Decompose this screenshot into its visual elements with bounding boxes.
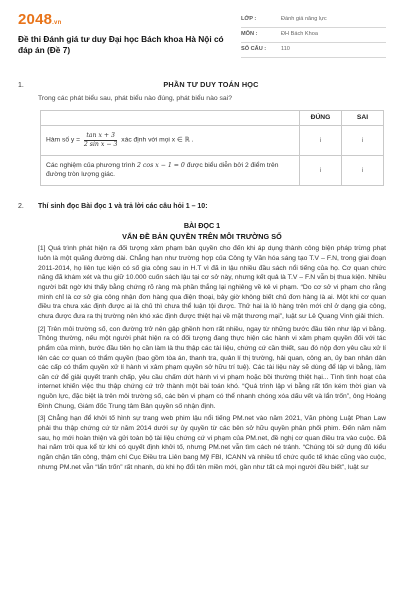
statement-prefix: Các nghiệm của phương trình bbox=[46, 161, 136, 169]
table-header-row bbox=[41, 110, 384, 125]
meta-row-subject bbox=[241, 28, 386, 43]
section-number: 1. bbox=[18, 82, 24, 89]
radio-icon: i bbox=[361, 137, 364, 144]
logo-suffix: .vn bbox=[52, 20, 62, 26]
true-option[interactable] bbox=[300, 155, 342, 185]
reading-subtitle: VẤN ĐỀ BẢN QUYỀN TRÊN MÔI TRƯỜNG SỐ bbox=[122, 231, 282, 241]
math-fraction bbox=[84, 132, 118, 148]
reading-title: BÀI ĐỌC 1 bbox=[183, 221, 221, 231]
statement-cell bbox=[41, 155, 300, 185]
meta-value: ĐH Bách Khoa bbox=[281, 31, 319, 38]
page-header bbox=[18, 10, 386, 72]
section-instructions: Trong các phát biểu sau, phát biểu nào đúng, phát biểu nào sai? bbox=[38, 95, 232, 103]
radio-icon: i bbox=[319, 167, 322, 174]
document-title: Đề thi Đánh giá tư duy Đại học Bách khoa Hà Nội có đáp án (Đề 7) bbox=[18, 34, 224, 56]
statement-cell bbox=[41, 125, 300, 155]
fraction-denominator: 2 sin x − 3 bbox=[83, 140, 118, 148]
meta-key: SỐ CÂU : bbox=[241, 46, 267, 53]
question-section-2 bbox=[18, 202, 386, 473]
question-section-1 bbox=[18, 80, 386, 186]
meta-row-question-count bbox=[241, 43, 386, 58]
false-option[interactable] bbox=[342, 125, 384, 155]
section-title: PHẦN TƯ DUY TOÁN HỌC bbox=[163, 80, 259, 89]
header-left bbox=[18, 10, 238, 56]
meta-value: Đánh giá năng lực bbox=[281, 16, 327, 23]
meta-key: LỚP : bbox=[241, 16, 257, 23]
false-column-header: SAI bbox=[342, 110, 384, 125]
statement-suffix: xác định với mọi x ∈ ℝ . bbox=[121, 136, 194, 144]
math-equation: 2 cos x − 1 = 0 bbox=[137, 161, 185, 169]
true-column-header: ĐÚNG bbox=[300, 110, 342, 125]
statement-prefix: Hàm số y = bbox=[46, 136, 81, 144]
section-title: Thí sinh đọc Bài đọc 1 và trả lời các câu hỏi 1 – 10: bbox=[38, 202, 208, 210]
meta-key: MÔN : bbox=[241, 31, 258, 38]
radio-icon: i bbox=[361, 167, 364, 174]
exam-meta bbox=[241, 13, 386, 58]
statement-suffix: được biểu diễn bởi 2 điểm trên đường tròn lượng giác. bbox=[46, 161, 279, 179]
reading-paragraph: [3] Chẳng hạn để khởi tố hình sự trang web phim lậu nổi tiếng PM.net vào năm 2021, Văn phòng Luật Phan Law phải thu thập chứng cứ từ năm 2014 dưới sự ủy quyền từ các bên sở hữu quyền phân phối phim. Đến năm năm sau, họ mới hoàn thiện và gửi toàn bộ tài liệu chứng cứ vi phạm của PM.net, đề nghị cơ quan điều tra vào cuộc. Đã hai năm trôi qua kể từ khi có quyết định khởi tố, nhưng PM.net vẫn tìm cách né tránh. “Chúng tôi sử dụng đủ kiểu ngăn chặn tấn công, thậm chí Cục Điều tra Liên bang Mỹ FBI, ICANN và nhiều tổ chức quốc tế khác cũng vào cuộc, nhưng PM.net vẫn “lẩn trốn” rất nhanh, dù khi họ đổi tên miền mới, gần như tất cả mọi người đều biết”, luật sư bbox=[38, 415, 386, 471]
section-number: 2. bbox=[18, 202, 24, 210]
radio-icon: i bbox=[319, 137, 322, 144]
reading-paragraph: [2] Trên môi trường số, con đường trở nên gập ghềnh hơn rất nhiều, ngay từ những bước đầu tiên như lập vi bằng. Thông thường, nếu một người phát hiện ra có đối tượng đang thực hiện các hành vi xâm phạm quyền đối với tác phẩm của mình, bước đầu tiên họ cần làm là thu thập các tài liệu, chứng cứ cần thiết, sau đó nộp đơn yêu cầu xử lí lên các cơ quan có thẩm quyền (bao gồm tòa án, thanh tra, quản lí thị trường, hải quan, công an, ủy ban nhân dân các cấp có thẩm quyền xử lí hành vi xâm phạm quyền sở hữu trí tuệ). Các tài liệu này sẽ dùng để lập vi bằng, làm căn cứ để giải quyết tranh chấp, yêu cầu chấm dứt hành vi vi phạm hoặc bồi thường thiệt hại... Tình tình hoạt của internet khiến việc thu thập chứng cứ trở thành một bài toán khó. “Quá trình lập vi bằng rất tốn kém thời gian và nguồn lực, đặc biệt là trên môi trường số, các bên vi phạm có thể nhanh chóng xóa dấu vết và lẩn trốn”, ông Hoàng Đình Chung, Giám đốc Trung tâm Bản quyền số nhận định. bbox=[38, 325, 386, 410]
true-false-table bbox=[40, 110, 384, 186]
reading-paragraph: [1] Quá trình phát hiện ra đối tượng xâm phạm bản quyền cho đến khi áp dụng thành công biện pháp trừng phạt luôn là một quãng đường dài. Chẳng hạn như trường hợp của Công ty Văn hóa sáng tạo T.V – F.N, trong giai đoạn 2011-2014, họ liên tục kiện có số gia công sau in H.T vì đã in lậu nhiều đầu sách nổi tiếng của họ. Cơ quan chức năng đã khám xét và thu giữ 10.000 cuốn sách lậu tại cơ sở này, nhưng kết quả là T.V – F.N vẫn bị thua kiện. Nhiều người bất ngờ khi thấy bằng chứng rõ ràng mà phần thắng lại nghiêng về kẻ vi phạm. “Do cơ sở vi phạm cho rằng mình chỉ là cơ sở gia công nhận đơn hàng qua điện thoại, bây giờ không biết chủ đơn hàng là ai. Một khi cơ quan điều tra chưa xác định được ai là chủ thì chưa thể luận tội được. Thử hai là lô hàng trên mới chỉ ở dạng gia công, chưa được đưa ra thị trường nên khó xác định được thiệt hại về mặt thương mại”, luật sư Lê Quang Vinh giải thích. bbox=[38, 245, 386, 320]
section-heading bbox=[18, 202, 386, 211]
logo-main: 2048 bbox=[18, 11, 53, 28]
table-row bbox=[41, 155, 384, 185]
section-heading bbox=[18, 80, 386, 90]
false-option[interactable] bbox=[342, 155, 384, 185]
statement-header-cell bbox=[41, 110, 300, 125]
table-row bbox=[41, 125, 384, 155]
meta-value: 110 bbox=[281, 46, 290, 53]
true-option[interactable] bbox=[300, 125, 342, 155]
site-logo[interactable] bbox=[18, 10, 238, 30]
fraction-numerator: tan x + 3 bbox=[84, 132, 118, 140]
meta-row-class bbox=[241, 13, 386, 28]
